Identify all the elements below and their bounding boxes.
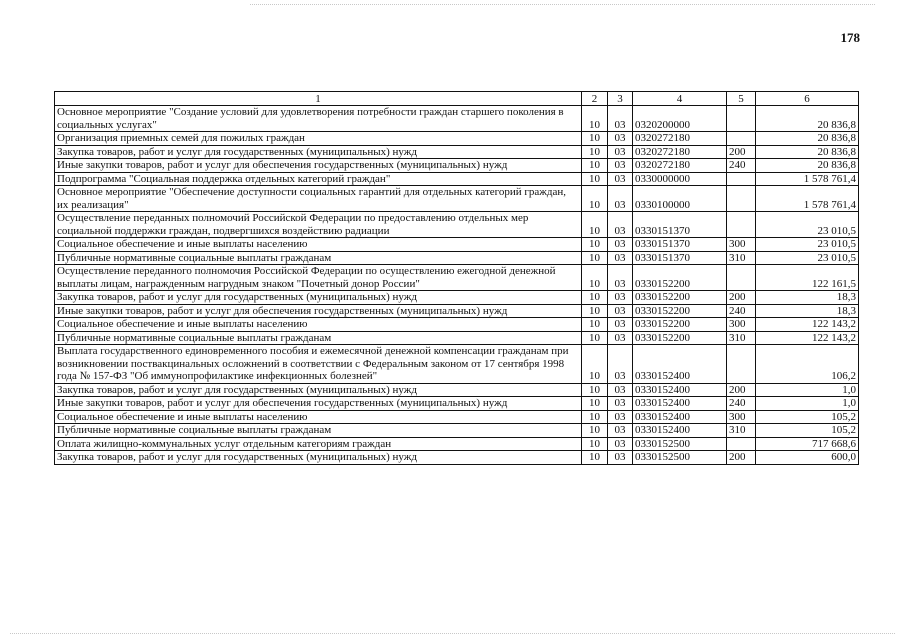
cell-amount: 122 161,5: [756, 265, 859, 291]
cell-amount: 1 578 761,4: [756, 186, 859, 212]
cell-name: Социальное обеспечение и иные выплаты населению: [55, 318, 582, 332]
cell-name: Закупка товаров, работ и услуг для государственных (муниципальных) нужд: [55, 451, 582, 465]
cell-section: 10: [582, 159, 608, 173]
table-row: [55, 265, 859, 291]
cell-target-article: 0330151370: [633, 238, 727, 252]
cell-subsection: 03: [608, 212, 633, 238]
cell-expense-type: [727, 212, 756, 238]
table-row: [55, 383, 859, 397]
cell-target-article: 0320272180: [633, 132, 727, 146]
cell-section: 10: [582, 212, 608, 238]
cell-name: Социальное обеспечение и иные выплаты населению: [55, 410, 582, 424]
cell-name: Иные закупки товаров, работ и услуг для обеспечения государственных (муниципальных) нужд: [55, 159, 582, 173]
header-col-5: 5: [727, 92, 756, 106]
cell-target-article: 0330152400: [633, 383, 727, 397]
cell-name: Иные закупки товаров, работ и услуг для обеспечения государственных (муниципальных) нужд: [55, 304, 582, 318]
cell-subsection: 03: [608, 106, 633, 132]
cell-section: 10: [582, 238, 608, 252]
cell-subsection: 03: [608, 410, 633, 424]
cell-amount: 18,3: [756, 304, 859, 318]
cell-name: Организация приемных семей для пожилых граждан: [55, 132, 582, 146]
cell-section: 10: [582, 265, 608, 291]
cell-target-article: 0320272180: [633, 159, 727, 173]
cell-name: Осуществление переданных полномочий Российской Федерации по предоставлению отдельных мер социальной поддержки граждан, подвергшихся воздействию радиации: [55, 212, 582, 238]
cell-target-article: 0330152200: [633, 265, 727, 291]
table-body: [55, 106, 859, 465]
table-row: [55, 251, 859, 265]
cell-expense-type: 240: [727, 304, 756, 318]
cell-target-article: 0320272180: [633, 145, 727, 159]
cell-target-article: 0330151370: [633, 251, 727, 265]
cell-section: 10: [582, 345, 608, 384]
cell-subsection: 03: [608, 251, 633, 265]
cell-expense-type: [727, 172, 756, 186]
table-row: [55, 106, 859, 132]
cell-name: Оплата жилищно-коммунальных услуг отдельным категориям граждан: [55, 437, 582, 451]
cell-name: Закупка товаров, работ и услуг для государственных (муниципальных) нужд: [55, 291, 582, 305]
cell-amount: 23 010,5: [756, 212, 859, 238]
cell-expense-type: 200: [727, 451, 756, 465]
cell-expense-type: 200: [727, 291, 756, 305]
cell-subsection: 03: [608, 318, 633, 332]
table-row: [55, 437, 859, 451]
cell-name: Публичные нормативные социальные выплаты гражданам: [55, 331, 582, 345]
cell-amount: 106,2: [756, 345, 859, 384]
cell-amount: 122 143,2: [756, 331, 859, 345]
cell-target-article: 0330152200: [633, 331, 727, 345]
cell-expense-type: 310: [727, 424, 756, 438]
cell-name: Осуществление переданного полномочия Российской Федерации по осуществлению ежегодной денежной выплаты лицам, награжденным нагрудным знаком "Почетный донор России": [55, 265, 582, 291]
cell-section: 10: [582, 186, 608, 212]
cell-subsection: 03: [608, 397, 633, 411]
cell-target-article: 0330152200: [633, 291, 727, 305]
cell-section: 10: [582, 437, 608, 451]
table-row: [55, 172, 859, 186]
cell-name: Подпрограмма "Социальная поддержка отдельных категорий граждан": [55, 172, 582, 186]
cell-section: 10: [582, 383, 608, 397]
table-header: [55, 92, 859, 106]
cell-amount: 600,0: [756, 451, 859, 465]
scan-artifact-top: [250, 4, 875, 6]
table-header-row: [55, 92, 859, 106]
cell-amount: 122 143,2: [756, 318, 859, 332]
cell-subsection: 03: [608, 437, 633, 451]
cell-section: 10: [582, 451, 608, 465]
cell-section: 10: [582, 132, 608, 146]
table-row: [55, 291, 859, 305]
cell-amount: 20 836,8: [756, 106, 859, 132]
cell-target-article: 0330152400: [633, 410, 727, 424]
cell-expense-type: [727, 345, 756, 384]
cell-amount: 1,0: [756, 397, 859, 411]
cell-target-article: 0330152200: [633, 304, 727, 318]
cell-expense-type: 200: [727, 145, 756, 159]
table-row: [55, 424, 859, 438]
cell-name: Основное мероприятие "Создание условий для удовлетворения потребности граждан старшего поколения в социальных услугах": [55, 106, 582, 132]
cell-name: Социальное обеспечение и иные выплаты населению: [55, 238, 582, 252]
cell-target-article: 0330100000: [633, 186, 727, 212]
cell-expense-type: 300: [727, 238, 756, 252]
table-row: [55, 345, 859, 384]
cell-expense-type: 310: [727, 251, 756, 265]
table-row: [55, 212, 859, 238]
cell-subsection: 03: [608, 132, 633, 146]
cell-expense-type: 200: [727, 383, 756, 397]
cell-section: 10: [582, 424, 608, 438]
table-row: [55, 159, 859, 173]
table-row: [55, 238, 859, 252]
cell-section: 10: [582, 145, 608, 159]
cell-expense-type: 300: [727, 410, 756, 424]
cell-target-article: 0330152500: [633, 451, 727, 465]
cell-amount: 20 836,8: [756, 132, 859, 146]
cell-subsection: 03: [608, 159, 633, 173]
cell-subsection: 03: [608, 331, 633, 345]
table-row: [55, 410, 859, 424]
table-row: [55, 304, 859, 318]
cell-subsection: 03: [608, 291, 633, 305]
cell-subsection: 03: [608, 345, 633, 384]
table-row: [55, 145, 859, 159]
cell-section: 10: [582, 251, 608, 265]
cell-name: Выплата государственного единовременного пособия и ежемесячной денежной компенсации гражданам при возникновении поствакцинальных осложнений в соответствии с Федеральным законом от 17 сентября 1998 года № 157-ФЗ "Об иммунопрофилактике инфекционных болезней": [55, 345, 582, 384]
cell-target-article: 0330152500: [633, 437, 727, 451]
cell-subsection: 03: [608, 265, 633, 291]
cell-subsection: 03: [608, 424, 633, 438]
cell-subsection: 03: [608, 145, 633, 159]
cell-name: Публичные нормативные социальные выплаты гражданам: [55, 251, 582, 265]
cell-name: Закупка товаров, работ и услуг для государственных (муниципальных) нужд: [55, 383, 582, 397]
page-number: 178: [840, 30, 860, 45]
cell-name: Основное мероприятие "Обеспечение доступности социальных гарантий для отдельных категорий граждан, их реализация": [55, 186, 582, 212]
cell-expense-type: [727, 265, 756, 291]
cell-subsection: 03: [608, 304, 633, 318]
cell-amount: 20 836,8: [756, 145, 859, 159]
cell-section: 10: [582, 397, 608, 411]
table-row: [55, 318, 859, 332]
cell-subsection: 03: [608, 172, 633, 186]
cell-section: 10: [582, 304, 608, 318]
cell-amount: 23 010,5: [756, 251, 859, 265]
cell-section: 10: [582, 331, 608, 345]
cell-name: Закупка товаров, работ и услуг для государственных (муниципальных) нужд: [55, 145, 582, 159]
cell-subsection: 03: [608, 186, 633, 212]
cell-amount: 1,0: [756, 383, 859, 397]
cell-subsection: 03: [608, 383, 633, 397]
header-col-3: 3: [608, 92, 633, 106]
cell-amount: 23 010,5: [756, 238, 859, 252]
cell-expense-type: [727, 106, 756, 132]
cell-expense-type: 300: [727, 318, 756, 332]
table-row: [55, 397, 859, 411]
cell-expense-type: [727, 132, 756, 146]
cell-section: 10: [582, 410, 608, 424]
cell-amount: 1 578 761,4: [756, 172, 859, 186]
cell-amount: 105,2: [756, 424, 859, 438]
table-row: [55, 331, 859, 345]
cell-target-article: 0330152200: [633, 318, 727, 332]
cell-target-article: 0330000000: [633, 172, 727, 186]
cell-name: Иные закупки товаров, работ и услуг для обеспечения государственных (муниципальных) нужд: [55, 397, 582, 411]
cell-section: 10: [582, 318, 608, 332]
cell-target-article: 0320200000: [633, 106, 727, 132]
cell-subsection: 03: [608, 451, 633, 465]
cell-expense-type: 310: [727, 331, 756, 345]
budget-table: [54, 91, 859, 465]
table-row: [55, 132, 859, 146]
cell-section: 10: [582, 172, 608, 186]
cell-amount: 18,3: [756, 291, 859, 305]
cell-target-article: 0330151370: [633, 212, 727, 238]
cell-expense-type: [727, 437, 756, 451]
header-col-1: 1: [55, 92, 582, 106]
scan-artifact-bottom: [10, 633, 895, 635]
cell-target-article: 0330152400: [633, 424, 727, 438]
cell-target-article: 0330152400: [633, 397, 727, 411]
header-col-6: 6: [756, 92, 859, 106]
table-row: [55, 451, 859, 465]
header-col-4: 4: [633, 92, 727, 106]
cell-amount: 717 668,6: [756, 437, 859, 451]
cell-section: 10: [582, 291, 608, 305]
cell-amount: 20 836,8: [756, 159, 859, 173]
cell-name: Публичные нормативные социальные выплаты гражданам: [55, 424, 582, 438]
cell-expense-type: [727, 186, 756, 212]
cell-section: 10: [582, 106, 608, 132]
cell-target-article: 0330152400: [633, 345, 727, 384]
header-col-2: 2: [582, 92, 608, 106]
cell-expense-type: 240: [727, 397, 756, 411]
cell-amount: 105,2: [756, 410, 859, 424]
cell-subsection: 03: [608, 238, 633, 252]
cell-expense-type: 240: [727, 159, 756, 173]
table-row: [55, 186, 859, 212]
